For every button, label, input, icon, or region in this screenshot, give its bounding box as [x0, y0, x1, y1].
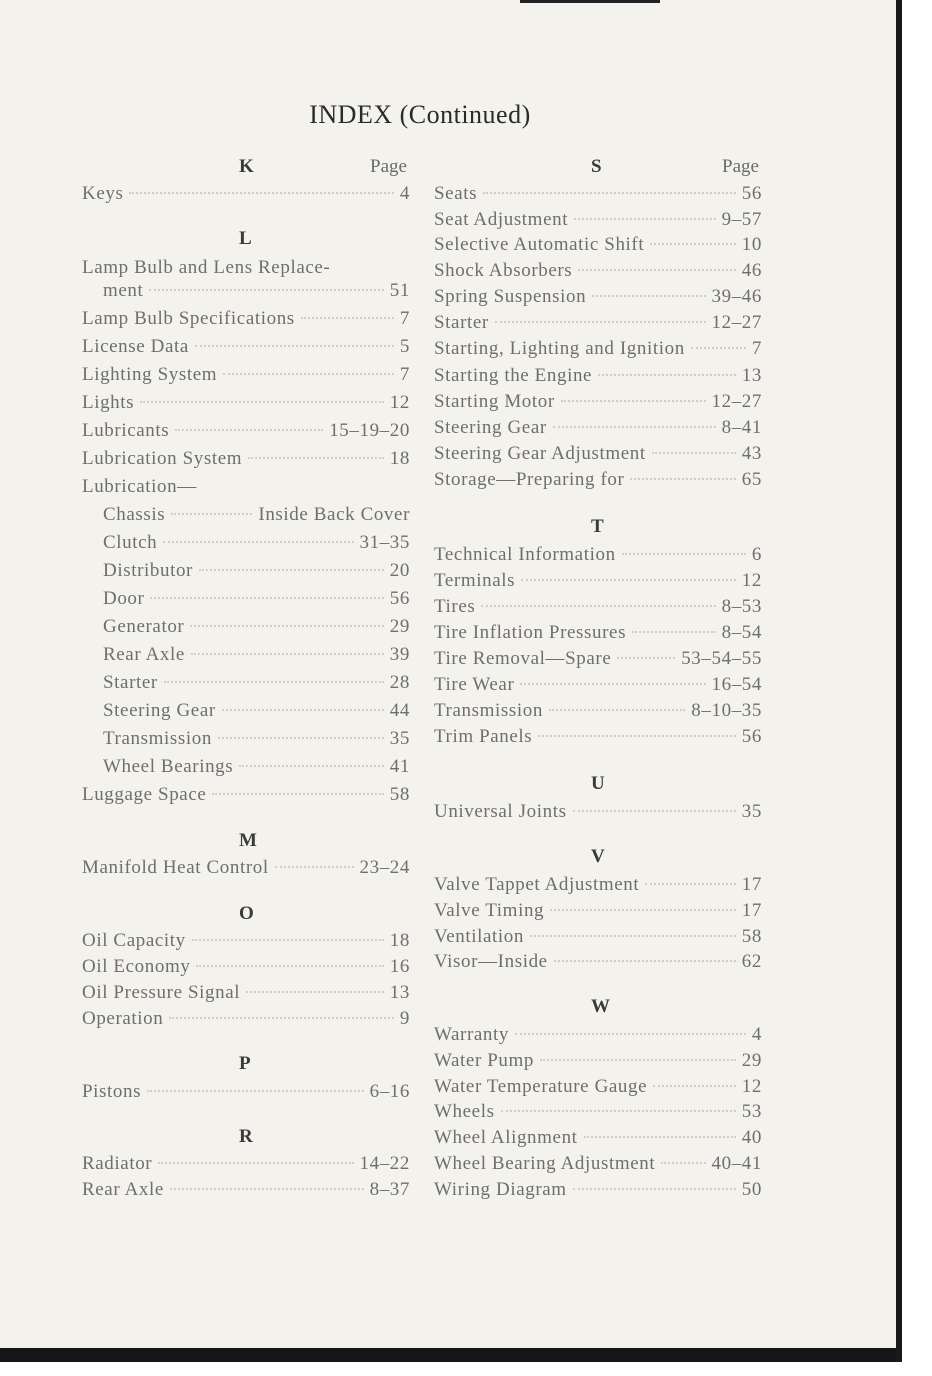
dot-leader	[584, 1136, 736, 1138]
index-entry	[434, 390, 762, 414]
entry-label: Manifold Heat Control	[82, 857, 269, 878]
index-entry	[434, 1075, 762, 1099]
dot-leader	[195, 345, 394, 347]
dot-leader	[561, 400, 706, 402]
dot-leader	[574, 218, 716, 220]
dot-leader	[495, 321, 706, 323]
entry-page: 12–27	[711, 391, 762, 412]
entry-page: 8–53	[721, 596, 762, 617]
entry-page: 20	[389, 560, 410, 581]
entry-page: 9–57	[721, 209, 762, 230]
dot-leader	[553, 426, 716, 428]
entry-label: Door	[103, 588, 145, 609]
dot-leader	[573, 1188, 736, 1190]
edge-shadow	[896, 0, 902, 1376]
dot-leader	[129, 192, 393, 194]
dot-leader	[196, 965, 383, 967]
entry-page: 16–54	[711, 674, 762, 695]
index-entry	[82, 981, 410, 1005]
index-entry	[82, 447, 410, 471]
index-entry	[434, 233, 762, 257]
entry-page: 8–37	[369, 1179, 410, 1200]
index-entry	[434, 416, 762, 440]
entry-label: Luggage Space	[82, 784, 207, 805]
entry-label: Steering Gear	[103, 700, 216, 721]
entry-label: Steering Gear	[434, 417, 547, 438]
entry-label: Oil Pressure Signal	[82, 982, 241, 1003]
dot-leader	[175, 429, 323, 431]
section-letter-l: L	[239, 228, 252, 249]
entry-label: ment	[103, 280, 144, 301]
entry-label: Starter	[103, 672, 158, 693]
section-letter-o: O	[239, 903, 254, 924]
entry-label: Transmission	[434, 700, 543, 721]
entry-page: 65	[741, 469, 762, 490]
binding-mark	[520, 0, 660, 3]
index-entry	[434, 595, 762, 619]
index-entry	[434, 259, 762, 283]
entry-page: 5	[399, 336, 410, 357]
dot-leader	[218, 737, 384, 739]
dot-leader	[622, 553, 746, 555]
entry-label: License Data	[82, 336, 189, 357]
index-entry	[82, 335, 410, 359]
entry-label: Rear Axle	[82, 1179, 164, 1200]
index-entry	[434, 1152, 762, 1176]
entry-page: 13	[389, 982, 410, 1003]
entry-page: 39–46	[711, 286, 762, 307]
index-entry	[82, 475, 410, 499]
entry-page: 56	[741, 183, 762, 204]
index-entry	[82, 363, 410, 387]
dot-leader	[164, 681, 384, 683]
dot-leader	[140, 401, 384, 403]
index-entry	[434, 1100, 762, 1124]
index-entry	[434, 182, 762, 206]
entry-label: Lighting System	[82, 364, 218, 385]
entry-label: Valve Tappet Adjustment	[434, 874, 640, 895]
entry-page: 29	[741, 1050, 762, 1071]
entry-label: Seat Adjustment	[434, 209, 569, 230]
entry-page: 18	[389, 448, 410, 469]
entry-page: 12–27	[711, 312, 762, 333]
entry-page: 4	[399, 183, 410, 204]
index-entry	[434, 1126, 762, 1150]
entry-label: Storage—Preparing for	[434, 469, 625, 490]
entry-label: Starting Motor	[434, 391, 555, 412]
section-letter-t: T	[591, 516, 604, 537]
index-entry	[82, 783, 410, 807]
entry-page: 58	[389, 784, 410, 805]
dot-leader	[171, 513, 252, 515]
dot-leader	[554, 960, 736, 962]
entry-label: Valve Timing	[434, 900, 545, 921]
entry-label: Seats	[434, 183, 478, 204]
index-entry	[103, 755, 410, 779]
entry-page: 41	[389, 756, 410, 777]
dot-leader	[521, 579, 736, 581]
entry-page: 40	[741, 1127, 762, 1148]
entry-page: 43	[741, 443, 762, 464]
index-entry	[82, 929, 410, 953]
index-entry	[434, 925, 762, 949]
entry-page: 16	[389, 956, 410, 977]
entry-label: Universal Joints	[434, 801, 567, 822]
dot-leader	[538, 735, 736, 737]
dot-leader	[617, 657, 675, 659]
index-entry	[103, 503, 410, 527]
entry-page: 56	[741, 726, 762, 747]
entry-label: Pistons	[82, 1081, 142, 1102]
dot-leader	[301, 317, 394, 319]
dot-leader	[501, 1110, 736, 1112]
entry-label: Water Pump	[434, 1050, 534, 1071]
entry-page: 12	[741, 1076, 762, 1097]
index-entry	[434, 543, 762, 567]
entry-page: 15–19–20	[329, 420, 410, 441]
entry-label: Chassis	[103, 504, 166, 525]
entry-label: Clutch	[103, 532, 158, 553]
entry-label: Terminals	[434, 570, 516, 591]
dot-leader	[275, 866, 354, 868]
page-title: INDEX (Continued)	[309, 100, 531, 129]
entry-label: Water Temperature Gauge	[434, 1076, 648, 1097]
entry-page: 46	[741, 260, 762, 281]
dot-leader	[520, 683, 705, 685]
entry-page: 4	[751, 1024, 762, 1045]
entry-page: 10	[741, 234, 762, 255]
dot-leader	[530, 935, 736, 937]
dot-leader	[158, 1162, 353, 1164]
entry-page: 58	[741, 926, 762, 947]
entry-page: 6	[751, 544, 762, 565]
index-entry	[434, 337, 762, 361]
entry-page: 62	[741, 951, 762, 972]
index-entry	[434, 873, 762, 897]
section-letter-v: V	[591, 846, 605, 867]
dot-leader	[650, 243, 736, 245]
entry-label: Starting the Engine	[434, 365, 593, 386]
entry-page: 50	[741, 1179, 762, 1200]
dot-leader	[573, 810, 736, 812]
dot-leader	[598, 374, 736, 376]
dot-leader	[248, 457, 384, 459]
entry-label: Visor—Inside	[434, 951, 548, 972]
dot-leader	[150, 597, 383, 599]
entry-label: Ventilation	[434, 926, 524, 947]
dot-leader	[212, 793, 383, 795]
index-entry	[82, 1007, 410, 1031]
entry-label: Technical Information	[434, 544, 616, 565]
dot-leader	[691, 347, 746, 349]
entry-label: Tires	[434, 596, 476, 617]
entry-label: Shock Absorbers	[434, 260, 573, 281]
index-entry	[434, 442, 762, 466]
dot-leader	[632, 631, 716, 633]
entry-page: Inside Back Cover	[258, 504, 410, 525]
index-entry	[103, 699, 410, 723]
entry-label: Lamp Bulb and Lens Replace-	[82, 257, 331, 278]
entry-page: 12	[389, 392, 410, 413]
index-entry	[434, 569, 762, 593]
dot-leader	[549, 709, 685, 711]
entry-label: Selective Automatic Shift	[434, 234, 645, 255]
entry-label: Distributor	[103, 560, 193, 581]
entry-page: 53	[741, 1101, 762, 1122]
index-entry	[434, 311, 762, 335]
entry-page: 39	[389, 644, 410, 665]
dot-leader	[515, 1033, 746, 1035]
dot-leader	[645, 883, 736, 885]
entry-page: 17	[741, 900, 762, 921]
entry-page: 28	[389, 672, 410, 693]
entry-page: 8–54	[721, 622, 762, 643]
section-letter-r: R	[239, 1126, 253, 1147]
page-edge	[896, 0, 932, 1376]
entry-page: 7	[751, 338, 762, 359]
section-letter-p: P	[239, 1053, 251, 1074]
dot-leader	[630, 478, 735, 480]
dot-leader	[169, 1017, 394, 1019]
entry-label: Tire Removal—Spare	[434, 648, 612, 669]
index-entry	[434, 899, 762, 923]
index-entry	[434, 725, 762, 749]
index-entry	[434, 1023, 762, 1047]
dot-leader	[661, 1162, 705, 1164]
entry-label: Tire Wear	[434, 674, 515, 695]
index-entry	[82, 182, 410, 206]
dot-leader	[149, 289, 383, 291]
dot-leader	[239, 765, 384, 767]
entry-label: Starting, Lighting and Ignition	[434, 338, 685, 359]
dot-leader	[163, 541, 353, 543]
entry-page: 29	[389, 616, 410, 637]
entry-label: Steering Gear Adjustment	[434, 443, 646, 464]
index-entry	[82, 1178, 410, 1202]
entry-label: Transmission	[103, 728, 212, 749]
entry-page: 9	[399, 1008, 410, 1029]
index-entry	[82, 856, 410, 880]
index-entry	[103, 643, 410, 667]
entry-label: Lubrication—	[82, 476, 197, 497]
index-entry	[434, 673, 762, 697]
entry-label: Warranty	[434, 1024, 510, 1045]
entry-label: Wiring Diagram	[434, 1179, 567, 1200]
entry-page: 13	[741, 365, 762, 386]
entry-page: 35	[741, 801, 762, 822]
page-column-label: Page	[370, 156, 407, 177]
index-entry	[82, 1152, 410, 1176]
index-entry	[434, 699, 762, 723]
entry-label: Oil Economy	[82, 956, 191, 977]
entry-label: Lamp Bulb Specifications	[82, 308, 295, 329]
index-entry	[82, 955, 410, 979]
index-entry	[82, 391, 410, 415]
entry-label: Lubricants	[82, 420, 170, 441]
entry-label: Wheel Bearing Adjustment	[434, 1153, 656, 1174]
dot-leader	[578, 269, 735, 271]
section-letter-k: K	[239, 156, 254, 177]
entry-label: Lubrication System	[82, 448, 243, 469]
page-bottom-edge	[0, 1348, 896, 1362]
dot-leader	[246, 991, 384, 993]
entry-label: Oil Capacity	[82, 930, 186, 951]
entry-label: Keys	[82, 183, 124, 204]
index-entry	[434, 1178, 762, 1202]
entry-page: 31–35	[359, 532, 410, 553]
dot-leader	[192, 939, 384, 941]
index-entry	[103, 727, 410, 751]
entry-label: Wheel Bearings	[103, 756, 234, 777]
entry-label: Spring Suspension	[434, 286, 587, 307]
page-column-label: Page	[722, 156, 759, 177]
entry-label: Radiator	[82, 1153, 153, 1174]
entry-label: Operation	[82, 1008, 164, 1029]
entry-label: Starter	[434, 312, 489, 333]
index-entry	[103, 531, 410, 555]
dot-leader	[190, 625, 383, 627]
entry-page: 23–24	[359, 857, 410, 878]
entry-page: 12	[741, 570, 762, 591]
entry-page: 18	[389, 930, 410, 951]
index-entry	[434, 800, 762, 824]
index-entry	[434, 285, 762, 309]
dot-leader	[147, 1090, 363, 1092]
index-entry	[434, 364, 762, 388]
index-entry	[103, 279, 410, 303]
index-entry	[434, 1049, 762, 1073]
dot-leader	[199, 569, 384, 571]
entry-page: 53–54–55	[681, 648, 762, 669]
entry-label: Wheels	[434, 1101, 495, 1122]
entry-page: 17	[741, 874, 762, 895]
entry-label: Generator	[103, 616, 185, 637]
entry-page: 14–22	[359, 1153, 410, 1174]
section-letter-m: M	[239, 830, 257, 851]
index-entry	[434, 621, 762, 645]
index-entry	[434, 950, 762, 974]
index-entry	[434, 647, 762, 671]
dot-leader	[191, 653, 384, 655]
entry-label: Wheel Alignment	[434, 1127, 578, 1148]
section-letter-w: W	[591, 996, 610, 1017]
dot-leader	[481, 605, 715, 607]
dot-leader	[652, 452, 736, 454]
entry-label: Rear Axle	[103, 644, 185, 665]
entry-page: 7	[399, 364, 410, 385]
entry-label: Lights	[82, 392, 135, 413]
entry-page: 7	[399, 308, 410, 329]
entry-page: 35	[389, 728, 410, 749]
index-entry	[82, 419, 410, 443]
entry-page: 8–10–35	[691, 700, 762, 721]
dot-leader	[222, 709, 384, 711]
index-entry	[82, 256, 410, 280]
dot-leader	[592, 295, 705, 297]
entry-page: 8–41	[721, 417, 762, 438]
dot-leader	[483, 192, 736, 194]
index-entry	[434, 468, 762, 492]
section-letter-u: U	[591, 773, 605, 794]
dot-leader	[223, 373, 394, 375]
index-entry	[103, 615, 410, 639]
entry-label: Trim Panels	[434, 726, 533, 747]
index-entry	[103, 559, 410, 583]
dot-leader	[550, 909, 736, 911]
dot-leader	[653, 1085, 736, 1087]
section-letter-s: S	[591, 156, 602, 177]
entry-page: 44	[389, 700, 410, 721]
entry-page: 51	[389, 280, 410, 301]
entry-label: Tire Inflation Pressures	[434, 622, 627, 643]
index-entry	[434, 208, 762, 232]
index-entry	[82, 307, 410, 331]
dot-leader	[540, 1059, 736, 1061]
index-entry	[103, 587, 410, 611]
entry-page: 56	[389, 588, 410, 609]
index-entry	[82, 1080, 410, 1104]
index-entry	[103, 671, 410, 695]
entry-page: 6–16	[369, 1081, 410, 1102]
entry-page: 40–41	[711, 1153, 762, 1174]
dot-leader	[170, 1188, 364, 1190]
scan-margin	[0, 1362, 932, 1376]
